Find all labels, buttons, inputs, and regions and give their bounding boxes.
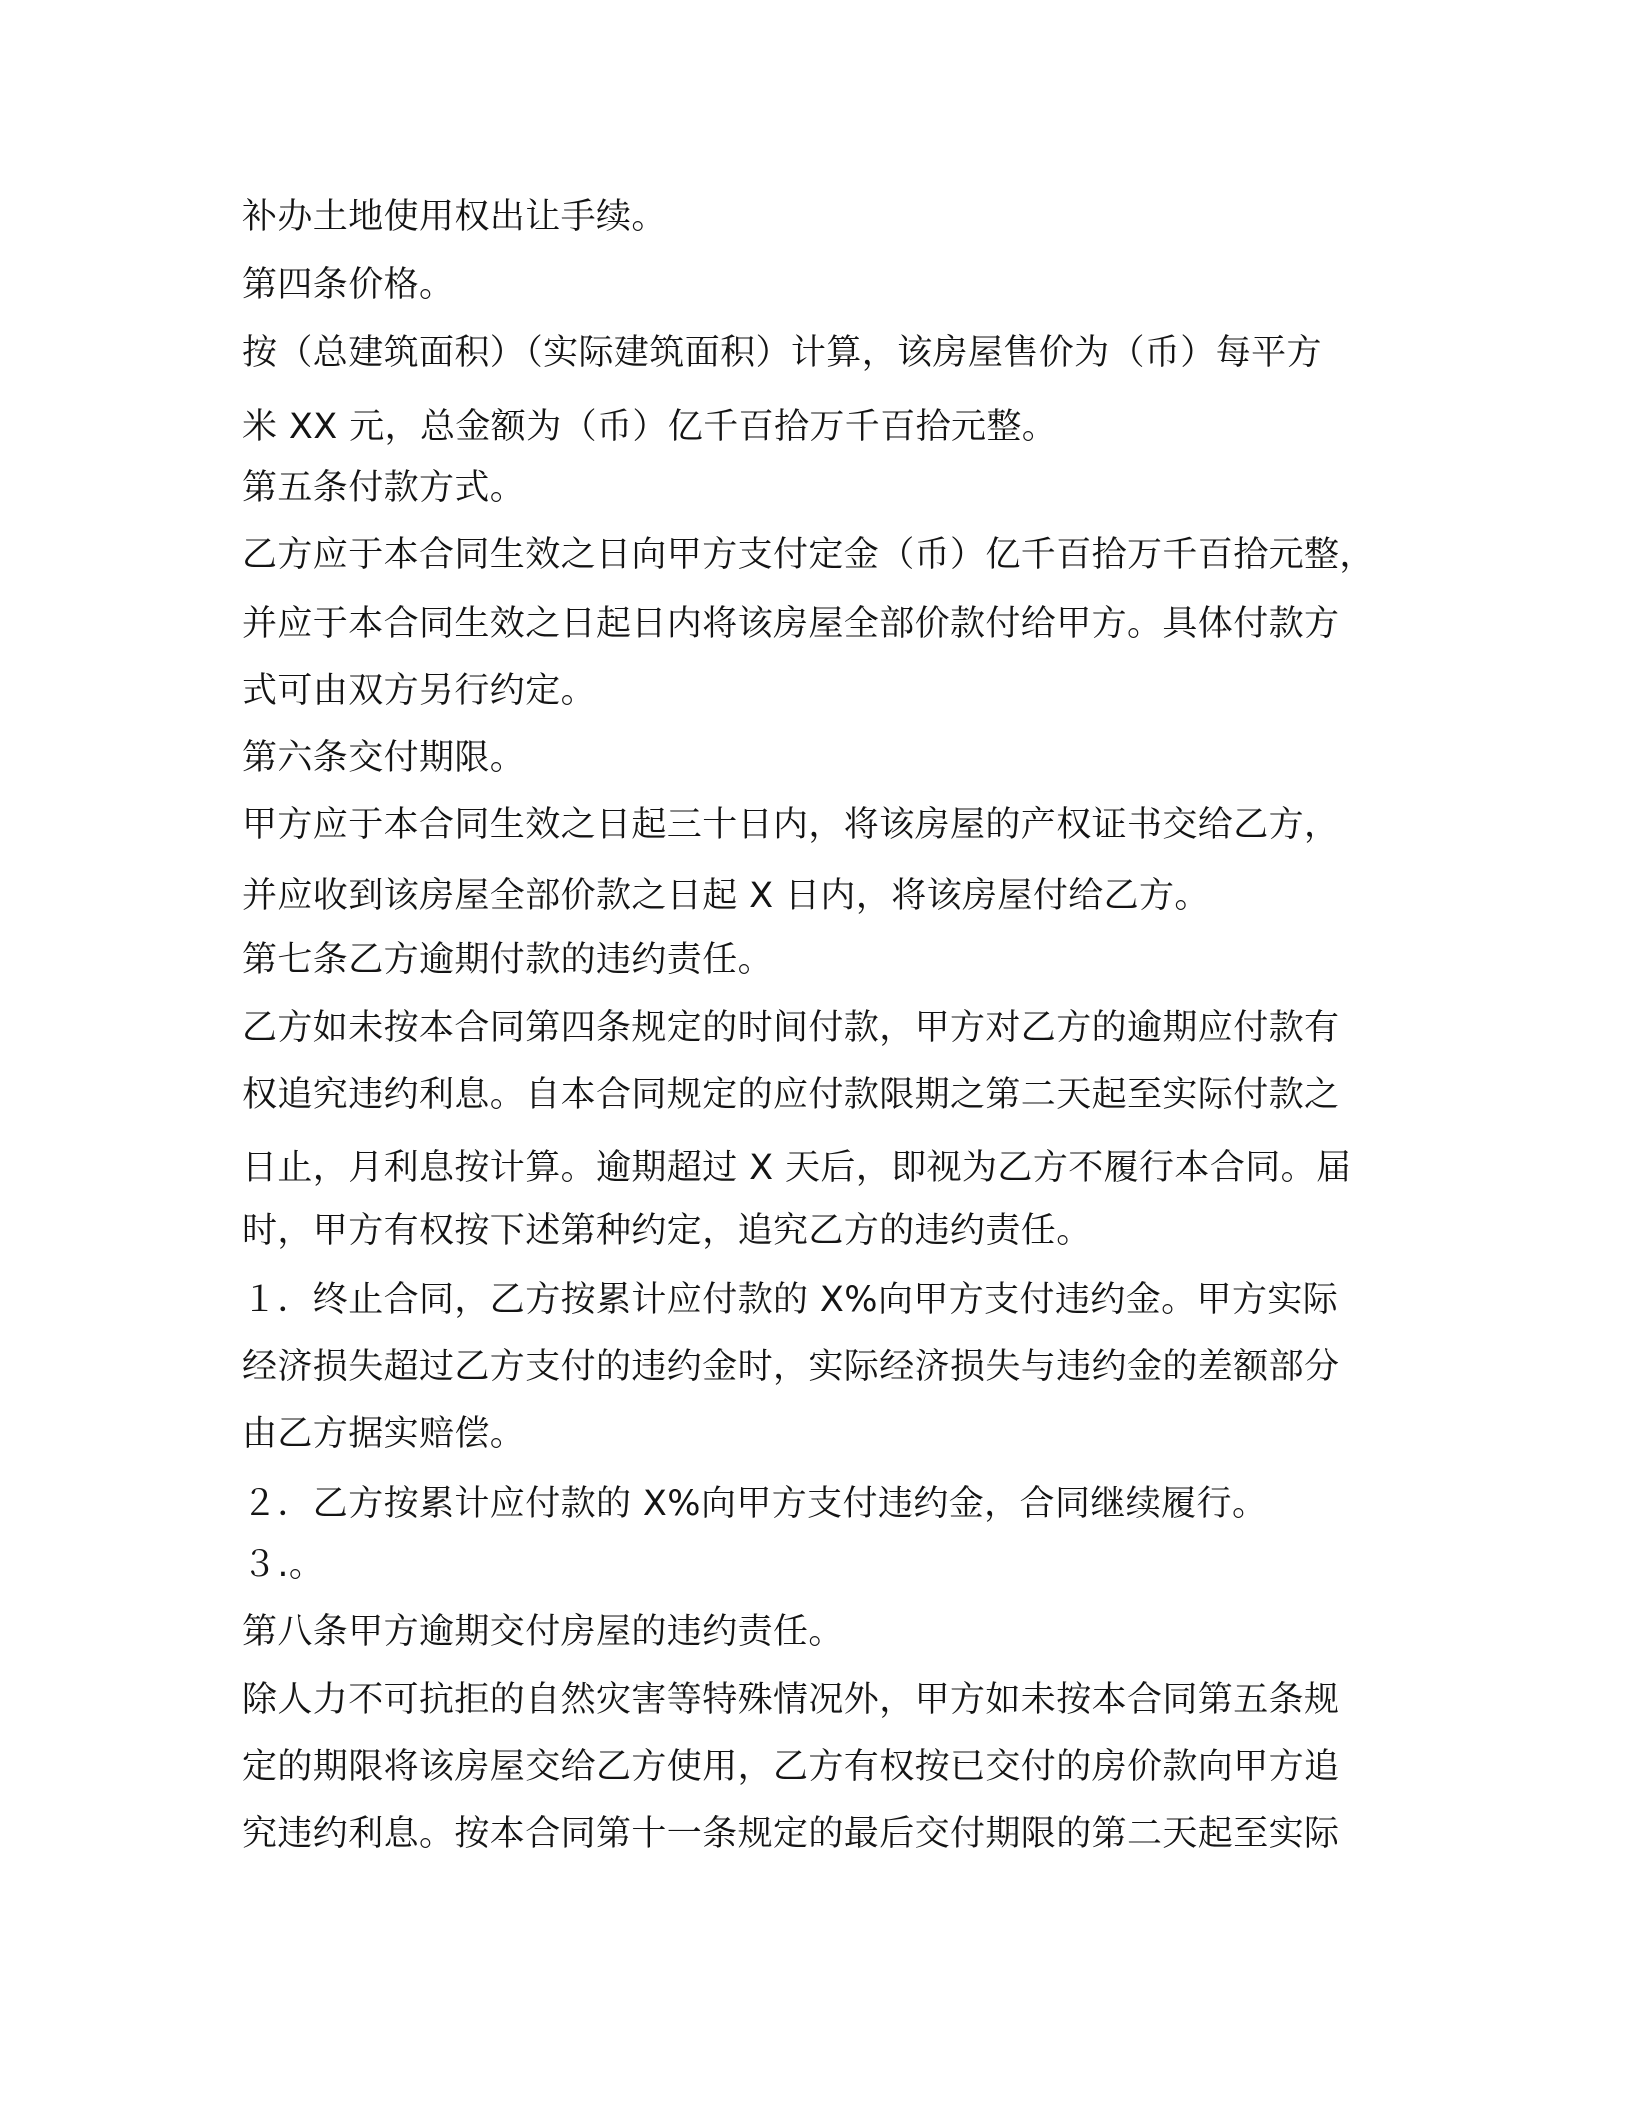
text-line: 经济损失超过乙方支付的违约金时，实际经济损失与违约金的差额部分 <box>242 1347 1340 1387</box>
text-line: 式可由双方另行约定。 <box>242 671 597 711</box>
article-heading: 第六条交付期限。 <box>242 738 526 778</box>
text-line: 权追究违约利息。自本合同规定的应付款限期之第二天起至实际付款之 <box>242 1075 1340 1115</box>
text-line: 由乙方据实赔偿。 <box>242 1414 526 1454</box>
text-line: 定的期限将该房屋交给乙方使用，乙方有权按已交付的房价款向甲方追 <box>242 1747 1340 1787</box>
text-line: 甲方应于本合同生效之日起三十日内，将该房屋的产权证书交给乙方， <box>242 805 1340 845</box>
list-item: ３.。 <box>242 1545 325 1585</box>
text-line: 补办土地使用权出让手续。 <box>242 197 667 237</box>
list-item: ２．乙方按累计应付款的 X%向甲方支付违约金，合同继续履行。 <box>242 1484 1268 1524</box>
article-heading: 第五条付款方式。 <box>242 468 526 508</box>
article-heading: 第八条甲方逾期交付房屋的违约责任。 <box>242 1612 844 1652</box>
text-line: 并应于本合同生效之日起日内将该房屋全部价款付给甲方。具体付款方 <box>242 604 1340 644</box>
article-heading: 第四条价格。 <box>242 265 455 305</box>
text-line: 按（总建筑面积）（实际建筑面积）计算，该房屋售价为（币）每平方 <box>242 333 1322 373</box>
list-item: １．终止合同，乙方按累计应付款的 X%向甲方支付违约金。甲方实际 <box>242 1280 1339 1320</box>
text-line: 乙方如未按本合同第四条规定的时间付款，甲方对乙方的逾期应付款有 <box>242 1008 1340 1048</box>
text-line: 除人力不可抗拒的自然灾害等特殊情况外，甲方如未按本合同第五条规 <box>242 1680 1340 1720</box>
article-heading: 第七条乙方逾期付款的违约责任。 <box>242 940 774 980</box>
text-line: 米 XX 元，总金额为（币）亿千百拾万千百拾元整。 <box>242 407 1058 447</box>
text-line: 日止，月利息按计算。逾期超过 X 天后，即视为乙方不履行本合同。届 <box>242 1148 1352 1188</box>
text-line: 时，甲方有权按下述第种约定，追究乙方的违约责任。 <box>242 1211 1092 1251</box>
text-line: 并应收到该房屋全部价款之日起 X 日内，将该房屋付给乙方。 <box>242 876 1210 916</box>
text-line: 乙方应于本合同生效之日向甲方支付定金（币）亿千百拾万千百拾元整， <box>242 535 1375 575</box>
text-line: 究违约利息。按本合同第十一条规定的最后交付期限的第二天起至实际 <box>242 1814 1340 1854</box>
